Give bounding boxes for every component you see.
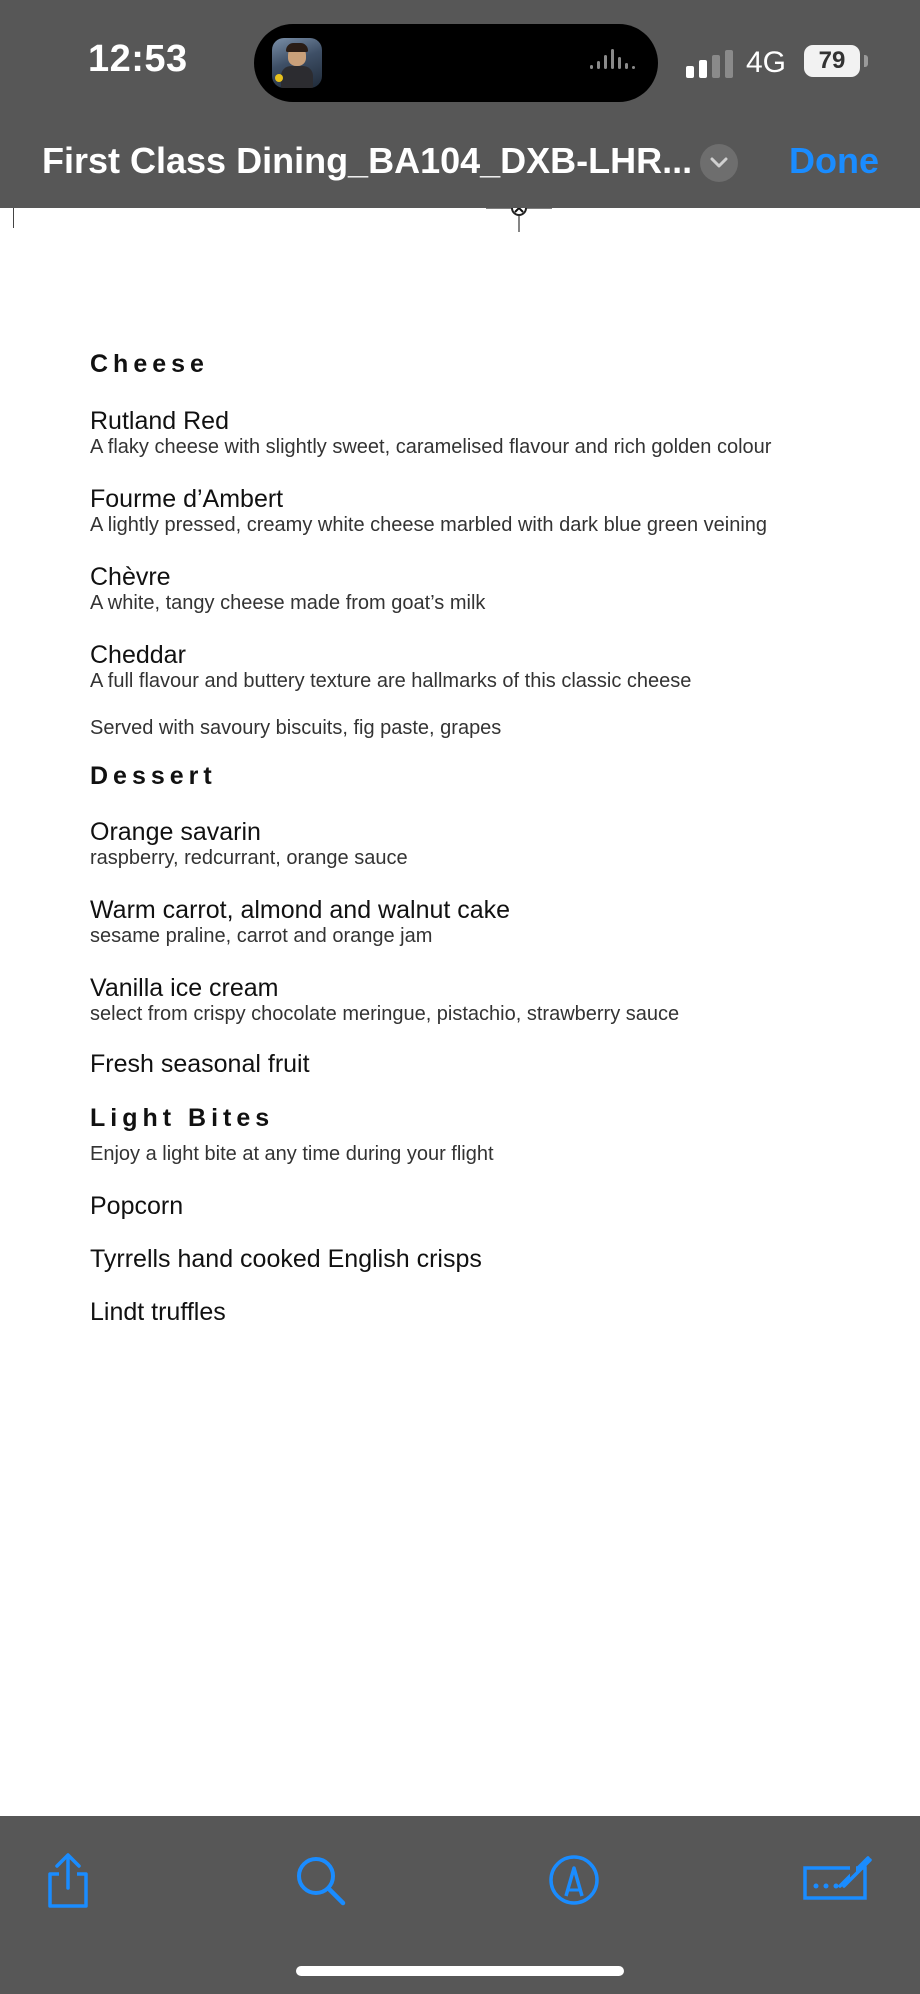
menu-item-name: Vanilla ice cream xyxy=(90,974,279,1002)
chevron-down-icon xyxy=(710,157,728,169)
serving-note: Served with savoury biscuits, fig paste, grapes xyxy=(90,717,502,739)
document-title[interactable]: First Class Dining_BA104_DXB-LHR... xyxy=(42,140,693,181)
section-title-dessert: Dessert xyxy=(90,762,217,790)
done-button[interactable]: Done xyxy=(789,140,879,181)
top-bar xyxy=(0,0,920,208)
menu-item-name: Warm carrot, almond and walnut cake xyxy=(90,896,511,924)
search-button[interactable] xyxy=(292,1852,362,1922)
menu-item-description: raspberry, redcurrant, orange sauce xyxy=(90,847,408,869)
signature-icon xyxy=(802,1850,874,1910)
menu-item-description: A full flavour and buttery texture are hallmarks of this classic cheese xyxy=(90,670,692,692)
menu-item-name: Chèvre xyxy=(90,563,171,591)
share-button[interactable] xyxy=(38,1850,108,1920)
menu-item-description: sesame praline, carrot and orange jam xyxy=(90,925,433,947)
menu-item-name: Fresh seasonal fruit xyxy=(90,1050,310,1078)
registration-mark-icon xyxy=(486,208,552,232)
page-edge-rule xyxy=(13,208,14,228)
section-title-light-bites: Light Bites xyxy=(90,1104,275,1132)
search-icon xyxy=(292,1852,352,1912)
menu-item-name: Cheddar xyxy=(90,641,186,669)
signature-button[interactable] xyxy=(802,1850,872,1920)
menu-item-name: Orange savarin xyxy=(90,818,261,846)
menu-item-name: Lindt truffles xyxy=(90,1298,226,1326)
dynamic-island[interactable] xyxy=(254,24,658,102)
markup-icon xyxy=(546,1850,606,1910)
now-playing-artwork[interactable] xyxy=(272,38,322,88)
home-indicator[interactable] xyxy=(296,1966,624,1976)
menu-item-description: A lightly pressed, creamy white cheese marbled with dark blue green veining xyxy=(90,514,768,536)
menu-item-description: A flaky cheese with slightly sweet, caramelised flavour and rich golden colour xyxy=(90,436,772,458)
section-title-cheese: Cheese xyxy=(90,350,209,378)
document-page[interactable] xyxy=(0,208,920,1816)
bottom-toolbar xyxy=(0,1816,920,1994)
status-time: 12:53 xyxy=(88,38,188,80)
menu-item-name: Tyrrells hand cooked English crisps xyxy=(90,1245,482,1273)
markup-button[interactable] xyxy=(546,1850,616,1920)
section-intro: Enjoy a light bite at any time during your flight xyxy=(90,1143,494,1165)
menu-item-name: Fourme d’Ambert xyxy=(90,485,284,513)
menu-item-name: Rutland Red xyxy=(90,407,229,435)
cellular-signal-icon xyxy=(686,50,736,78)
battery-tip xyxy=(864,55,868,67)
title-menu-button[interactable] xyxy=(700,144,738,182)
audio-waveform-icon xyxy=(590,54,640,74)
menu-item-description: A white, tangy cheese made from goat’s milk xyxy=(90,592,486,614)
menu-item-name: Popcorn xyxy=(90,1192,184,1220)
share-icon xyxy=(38,1850,98,1912)
menu-item-description: select from crispy chocolate meringue, pistachio, strawberry sauce xyxy=(90,1003,680,1025)
battery-icon: 79 xyxy=(804,45,860,77)
network-type: 4G xyxy=(746,46,787,79)
